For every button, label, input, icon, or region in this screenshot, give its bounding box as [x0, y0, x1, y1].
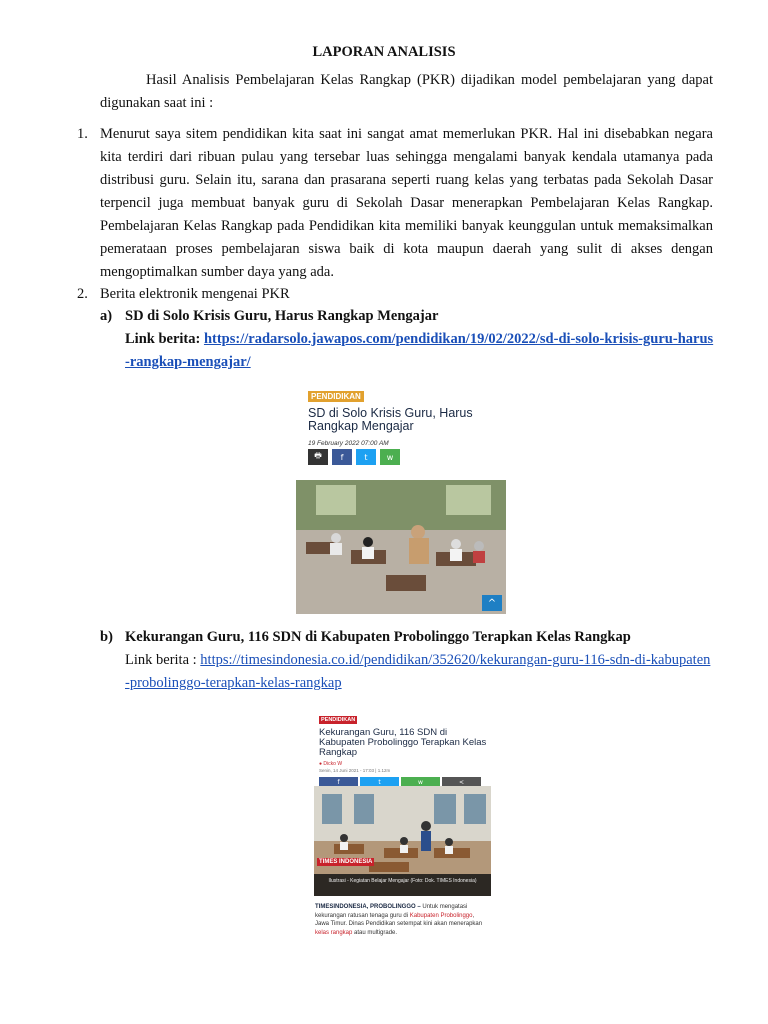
- intro-text: Hasil Analisis Pembelajaran Kelas Rangkap (PKR) dijadikan model pembelajaran yang dapat digunakan saat ini :: [100, 72, 713, 111]
- sub-letter: b): [100, 629, 113, 645]
- print-icon[interactable]: 🖶: [308, 449, 328, 465]
- classroom-illustration: [296, 480, 506, 614]
- article-header: [319, 708, 487, 787]
- link-label: Link berita:: [125, 331, 201, 347]
- twitter-icon[interactable]: t: [360, 777, 399, 787]
- news-link-line: [125, 328, 715, 374]
- facebook-icon[interactable]: f: [332, 449, 352, 465]
- list-item-text: Menurut saya sitem pendidikan kita saat ini sangat amat memerlukan PKR. Hal ini disebabkan negara kita terdiri dari ribuan pulau yang tersebar luas sehingga mengalami banyak kendala utamanya pada distribusi guru. Selain itu, sarana dan prasarana seperti ruang kelas yang terbatas pada Sekolah Dasar terpencil juga membuat banyak guru di Sekolah Dasar menerapkan Pembelajaran Kelas Rangkap. Pembelajaran Kelas Rangkap pada Pendidikan kita memiliki banyak keunggulan untuk memaksimalkan pemerataan proses pembelajaran siswa baik di kota maupun daerah yang sulit di akses dengan mengoptimalkan sumber daya yang ada.: [100, 126, 713, 280]
- news-link-line: [125, 649, 715, 695]
- article-body: [315, 903, 487, 937]
- list-item-text: Berita elektronik mengenai PKR: [100, 286, 290, 302]
- facebook-icon[interactable]: f: [319, 777, 358, 787]
- article-screenshot-2: [311, 703, 492, 955]
- list-number: 1.: [77, 126, 88, 142]
- classroom-photo: [314, 786, 491, 896]
- sub-letter: a): [100, 308, 113, 324]
- body-text: Untuk mengatasi kekurangan ratusan tenaga guru di: [315, 904, 468, 919]
- whatsapp-icon[interactable]: w: [380, 449, 400, 465]
- whatsapp-icon[interactable]: w: [401, 777, 440, 787]
- news-title: SD di Solo Krisis Guru, Harus Rangkap Mengajar: [125, 308, 439, 324]
- classroom-photo: [296, 480, 506, 614]
- news-link[interactable]: https://radarsolo.jawapos.com/pendidikan/19/02/2022/sd-di-solo-krisis-guru-harus-rangkap-mengajar/: [125, 331, 714, 370]
- share-icon[interactable]: <: [442, 777, 481, 787]
- scroll-up-icon[interactable]: ^: [482, 595, 502, 611]
- category-badge: PENDIDIKAN: [321, 717, 356, 723]
- document-title: LAPORAN ANALISIS: [312, 44, 456, 60]
- article-meta: Senin, 14 Juni 2021 - 17:03 | 1.12m: [319, 768, 391, 773]
- article-headline: SD di Solo Krisis Guru, Harus Rangkap Mengajar: [308, 406, 473, 433]
- intro-paragraph: [100, 69, 713, 115]
- photo-caption: Ilustrasi - Kegiatan Belajar Mengajar (Foto: Dok. TIMES Indonesia): [314, 874, 491, 896]
- body-text: atau multigrade.: [354, 929, 398, 936]
- category-badge: PENDIDIKAN: [308, 391, 364, 402]
- sub-item-b: [100, 626, 715, 695]
- author-name: Dicko W: [323, 761, 343, 767]
- body-lead: TIMESINDONESIA, PROBOLINGGO –: [315, 904, 421, 910]
- article-date: 19 February 2022 07:00 AM: [308, 440, 389, 447]
- list-item-2: [77, 283, 713, 306]
- list-item-1: [77, 123, 713, 284]
- article-screenshot-1: [296, 382, 506, 614]
- share-buttons: [308, 449, 400, 465]
- twitter-icon[interactable]: t: [356, 449, 376, 465]
- times-indonesia-logo: TIMES INDONESIA: [319, 859, 373, 865]
- sub-item-a: [100, 305, 715, 374]
- news-title: Kekurangan Guru, 116 SDN di Kabupaten Probolinggo Terapkan Kelas Rangkap: [125, 629, 631, 645]
- list-number: 2.: [77, 286, 88, 302]
- body-text: , Jawa Timur. Dinas Pendidikan setempat kini akan menerapkan: [315, 912, 483, 927]
- article-headline: Kekurangan Guru, 116 SDN di Kabupaten Probolinggo Terapkan Kelas Rangkap: [319, 727, 487, 758]
- body-link[interactable]: kelas rangkap: [315, 929, 353, 936]
- body-link[interactable]: Kabupaten Probolinggo: [409, 912, 473, 919]
- news-link[interactable]: https://timesindonesia.co.id/pendidikan/352620/kekurangan-guru-116-sdn-di-kabupaten-probolinggo-terapkan-kelas-rangkap: [125, 652, 711, 691]
- link-label: Link berita :: [125, 652, 197, 668]
- article-author: ● Dicko W: [319, 761, 343, 767]
